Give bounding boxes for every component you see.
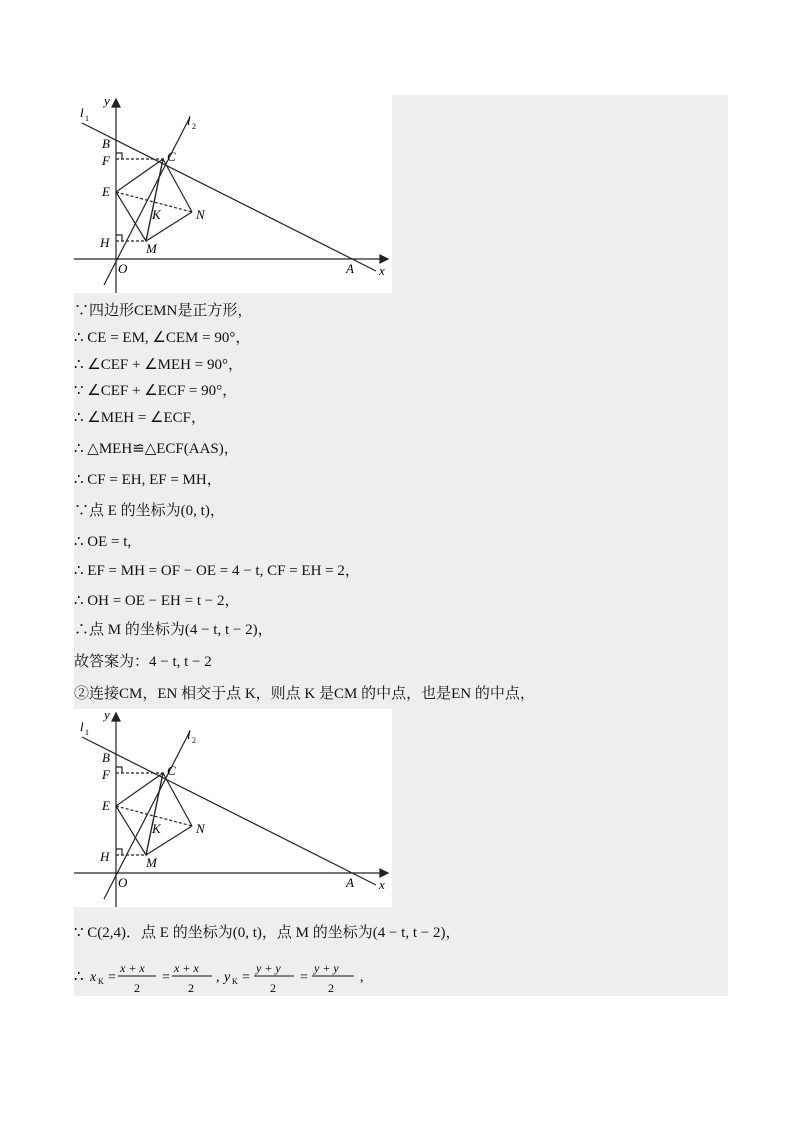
proof-line-5: ∴ ∠MEH = ∠ECF， — [74, 410, 206, 426]
coordinate-figure-1 — [74, 95, 392, 293]
yk-symbol: y — [224, 970, 231, 985]
l1-label: l — [80, 105, 84, 120]
svg-text:,: , — [360, 970, 364, 985]
l1-label: l — [80, 719, 84, 734]
point-k-label: K — [152, 821, 161, 836]
fraction-3-denominator: 2 — [270, 981, 276, 995]
l1-subscript: 1 — [85, 728, 89, 737]
proof-line-6: ∴ △MEH≌△ECF(AAS)， — [74, 441, 239, 457]
point-k-label: K — [152, 207, 161, 222]
l2-label: l — [187, 113, 191, 128]
point-c-label: C — [167, 149, 176, 164]
yk-subscript: K — [232, 977, 238, 986]
xk-subscript: K — [98, 977, 104, 986]
point-f-label: F — [102, 153, 110, 168]
l1-subscript: 1 — [85, 114, 89, 123]
fraction-4-numerator: y + y — [314, 961, 339, 975]
proof-line-4: ∵ ∠CEF + ∠ECF = 90°， — [74, 383, 238, 399]
x-axis-label: x — [379, 263, 385, 278]
proof-line-1: ∵四边形CEMN是正方形， — [74, 303, 253, 319]
fraction-2-denominator: 2 — [188, 981, 194, 995]
proof-line-2: ∴ CE = EM, ∠CEM = 90°， — [74, 330, 251, 346]
coordinates-line: ∵ C(2,4)．点 E 的坐标为(0, t)，点 M 的坐标为(4 − t, t − 2)， — [74, 925, 461, 941]
part-two-intro: ②连接CM，EN 相交于点 K，则点 K 是CM 的中点，也是EN 的中点， — [74, 686, 535, 702]
fraction-4-denominator: 2 — [328, 981, 334, 995]
proof-line-9: ∴ OE = t, — [74, 534, 132, 550]
midpoint-formula — [74, 956, 394, 996]
y-axis-label: y — [104, 95, 110, 108]
point-a-label: A — [346, 875, 354, 890]
point-b-label: B — [102, 750, 110, 765]
l2-subscript: 2 — [192, 122, 196, 131]
proof-line-7: ∴ CF = EH, EF = MH， — [74, 472, 222, 488]
point-e-label: E — [102, 184, 110, 199]
point-f-label: F — [102, 767, 110, 782]
point-a-label: A — [346, 261, 354, 276]
point-c-label: C — [167, 763, 176, 778]
point-b-label: B — [102, 136, 110, 151]
proof-line-8: ∵点 E 的坐标为(0, t)， — [74, 503, 225, 519]
coordinate-figure-2 — [74, 709, 392, 907]
point-m-label: M — [146, 241, 157, 256]
point-e-label: E — [102, 798, 110, 813]
svg-text:=: = — [242, 970, 250, 985]
therefore-symbol: ∴ — [74, 969, 84, 985]
answer-line: 故答案为：4 − t, t − 2 — [74, 654, 212, 670]
l2-label: l — [187, 727, 191, 742]
svg-text:,: , — [216, 970, 220, 985]
svg-text:=: = — [300, 970, 308, 985]
origin-label: O — [118, 261, 128, 276]
xk-symbol: x — [90, 970, 97, 985]
fraction-1-numerator: x + x — [120, 961, 145, 975]
fraction-1-denominator: 2 — [134, 981, 140, 995]
point-h-label: H — [100, 235, 110, 250]
proof-line-10: ∴ EF = MH = OF − OE = 4 − t, CF = EH = 2， — [74, 563, 360, 579]
proof-line-12: ∴点 M 的坐标为(4 − t, t − 2)， — [74, 622, 273, 638]
x-axis-label: x — [379, 877, 385, 892]
fraction-2-numerator: x + x — [174, 961, 199, 975]
l2-subscript: 2 — [192, 736, 196, 745]
point-h-label: H — [100, 849, 110, 864]
origin-label: O — [118, 875, 128, 890]
proof-line-11: ∴ OH = OE − EH = t − 2， — [74, 593, 240, 609]
fraction-3-numerator: y + y — [256, 961, 281, 975]
point-m-label: M — [146, 855, 157, 870]
point-n-label: N — [196, 821, 205, 836]
proof-line-3: ∴ ∠CEF + ∠MEH = 90°， — [74, 357, 243, 373]
svg-text:=: = — [108, 970, 116, 985]
svg-text:=: = — [162, 970, 170, 985]
point-n-label: N — [196, 207, 205, 222]
y-axis-label: y — [104, 709, 110, 722]
